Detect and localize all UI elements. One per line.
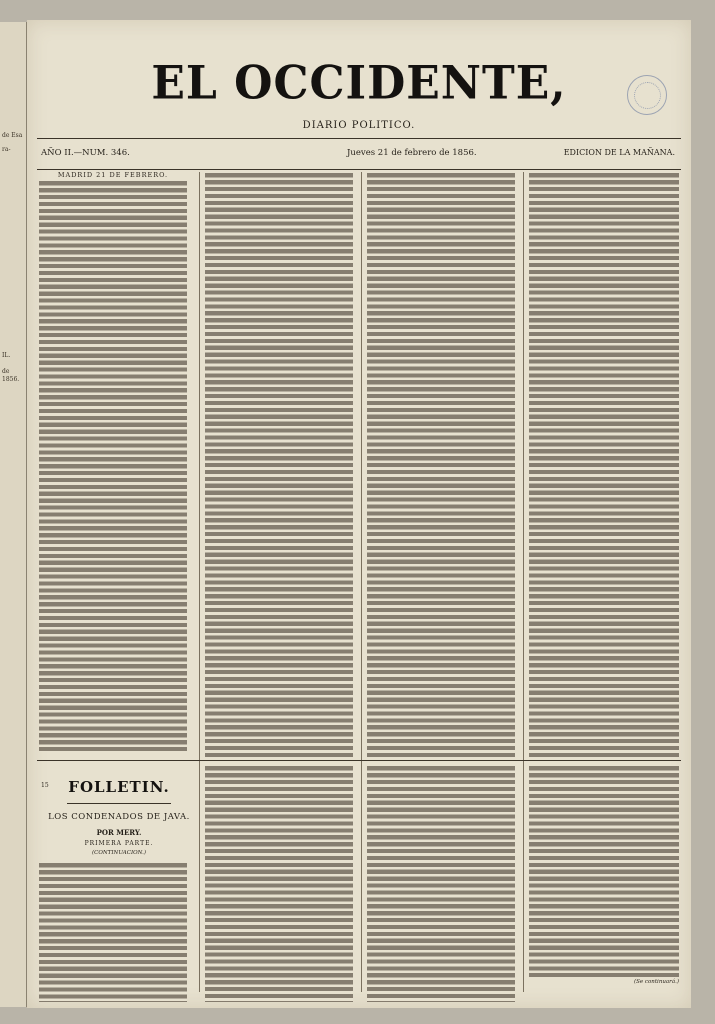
column-rule: [199, 172, 200, 992]
masthead-title: EL OCCIDENTE,: [151, 56, 567, 111]
issue-number: AÑO II.—NUM. 346.: [41, 148, 130, 158]
story-cont: (CONTINUACION.): [91, 850, 146, 856]
folletin-text-3: [367, 765, 515, 1002]
folletin-text-4: [529, 765, 679, 990]
edition-label: EDICION DE LA MAÑANA.: [563, 148, 675, 157]
article-column-1: [39, 172, 187, 752]
story-author: POR MERY.: [96, 828, 142, 837]
column-rule: [523, 172, 524, 992]
article-column-4: [529, 172, 679, 757]
folletin-text-2: [205, 765, 353, 1002]
folletin-text-1: [39, 862, 187, 1002]
folletin-rule: [67, 803, 171, 804]
folletin-title: FOLLETIN.: [68, 778, 170, 796]
column-head: MADRID 21 DE FEBRERO.: [57, 172, 169, 179]
continued-note: (Se continuará.): [634, 978, 679, 985]
dateline-bar: [37, 138, 681, 170]
column-text-1: [39, 180, 187, 752]
masthead-subtitle: DIARIO POLITICO.: [302, 120, 416, 131]
story-part: PRIMERA PARTE.: [84, 840, 154, 847]
subscription-terms: [129, 143, 329, 165]
article-column-3: [367, 172, 515, 757]
issue-date: Jueves 21 de febrero de 1856.: [347, 148, 477, 158]
story-title: LOS CONDENADOS DE JAVA.: [48, 812, 190, 822]
folletin-number: 15: [41, 782, 49, 789]
adjacent-page-edge: de Esa ra- IL. de 1856.: [0, 22, 28, 1007]
folletin-divider: [37, 760, 681, 761]
column-rule: [361, 172, 362, 992]
article-column-2: [205, 172, 353, 757]
newspaper-page: [27, 20, 691, 1008]
